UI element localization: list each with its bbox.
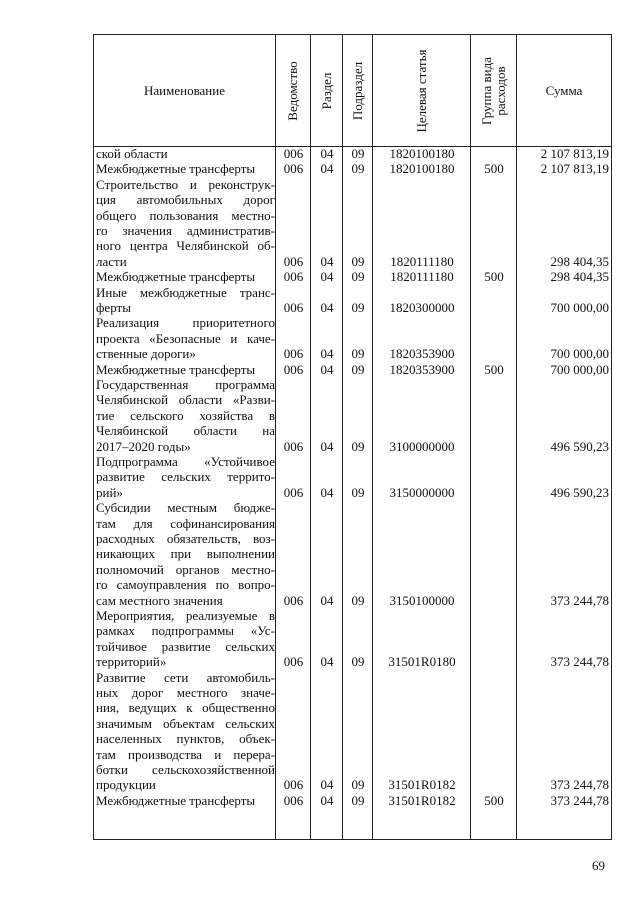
cell-razdel: 04	[320, 777, 334, 793]
row-name-line: ния, ведущих к общественно	[96, 700, 275, 716]
cell-razdel: 04	[320, 592, 334, 608]
cell-razdel: 04	[320, 145, 334, 161]
row-name-line: Субсидии местным бюдже-	[96, 500, 275, 516]
table-row	[94, 285, 613, 316]
row-name-line: там для софинансирования	[96, 515, 275, 531]
cell-celevaya: 31501R0182	[388, 777, 456, 793]
row-name	[96, 285, 275, 316]
row-name	[96, 146, 275, 161]
row-name-line: ской области	[96, 146, 168, 161]
cell-celevaya: 1820100180	[389, 161, 455, 177]
table-row	[94, 500, 613, 608]
row-name-line: расходных обязательств, воз-	[96, 531, 275, 546]
header-podrazdel	[343, 35, 373, 146]
row-name-line: ферты	[96, 300, 131, 315]
row-name-line: Строительство и реконструк-	[96, 176, 275, 192]
cell-ved: 006	[283, 299, 304, 315]
cell-podrazdel: 09	[351, 145, 365, 161]
cell-celevaya: 31501R0180	[388, 654, 456, 670]
row-name-line: проекта «Безопасные и каче-	[96, 330, 275, 346]
cell-gruppa: 500	[484, 361, 504, 377]
cell-summa: 496 590,23	[550, 484, 609, 500]
cell-gruppa: 500	[484, 269, 504, 285]
cell-celevaya: 1820353900	[389, 346, 455, 362]
cell-summa: 700 000,00	[550, 361, 609, 377]
row-name-line: полномочий органов местно-	[96, 561, 275, 577]
row-name	[96, 793, 275, 808]
cell-podrazdel: 09	[351, 792, 365, 808]
cell-razdel: 04	[320, 253, 334, 269]
row-name	[96, 177, 275, 269]
row-name-line: продукции	[96, 777, 156, 793]
row-name-line: Государственная программа	[96, 377, 275, 392]
header-name	[94, 35, 276, 146]
cell-ved: 006	[283, 361, 304, 377]
cell-celevaya: 1820111180	[390, 269, 454, 285]
table-row	[94, 269, 613, 284]
cell-summa: 496 590,23	[550, 438, 609, 454]
cell-summa: 373 244,78	[550, 777, 609, 793]
cell-celevaya: 3150000000	[389, 484, 455, 500]
cell-podrazdel: 09	[351, 361, 365, 377]
table-row	[94, 670, 613, 793]
row-name	[96, 362, 275, 377]
row-name-line: Межбюджетные трансферты	[96, 792, 256, 808]
row-name-line: ласти	[96, 253, 127, 269]
cell-summa: 298 404,35	[550, 269, 609, 285]
header-razdel-label: Раздел	[318, 72, 334, 109]
cell-ved: 006	[283, 346, 304, 362]
row-name-line: го значения административ-	[96, 223, 275, 239]
row-name-line: Иные межбюджетные транс-	[96, 284, 275, 300]
cell-podrazdel: 09	[351, 253, 365, 269]
cell-podrazdel: 09	[351, 654, 365, 670]
row-name	[96, 608, 275, 670]
cell-podrazdel: 09	[351, 777, 365, 793]
row-name-line: населенных пунктов, объек-	[96, 731, 275, 747]
cell-podrazdel: 09	[351, 438, 365, 454]
row-name	[96, 670, 275, 793]
cell-celevaya: 31501R0182	[388, 792, 456, 808]
cell-summa: 2 107 813,19	[540, 161, 609, 177]
table-body	[93, 146, 612, 840]
cell-summa: 373 244,78	[550, 654, 609, 670]
row-name-line: общего пользования местно-	[96, 207, 275, 223]
cell-summa: 373 244,78	[550, 792, 609, 808]
cell-podrazdel: 09	[351, 299, 365, 315]
cell-celevaya: 1820353900	[389, 361, 455, 377]
cell-razdel: 04	[320, 161, 334, 177]
cell-celevaya: 1820111180	[390, 253, 454, 269]
table-row	[94, 146, 613, 161]
cell-celevaya: 1820100180	[389, 145, 455, 161]
table-row	[94, 161, 613, 176]
row-name	[96, 454, 275, 500]
cell-gruppa: 500	[484, 792, 504, 808]
cell-ved: 006	[283, 484, 304, 500]
header-name-label: Наименование	[144, 82, 225, 98]
row-name	[96, 377, 275, 454]
header-ved-label: Ведомство	[285, 60, 300, 121]
row-name-line: Развитие сети автомобиль-	[96, 669, 275, 685]
row-name-line: ного центра Челябинской об-	[96, 238, 275, 254]
cell-podrazdel: 09	[351, 592, 365, 608]
cell-razdel: 04	[320, 361, 334, 377]
row-name-line: рамках подпрограммы «Ус-	[96, 623, 275, 639]
cell-podrazdel: 09	[351, 161, 365, 177]
header-gruppa	[471, 35, 517, 146]
row-name-line: ственные дороги»	[96, 346, 196, 362]
row-name-line: Челябинской области «Разви-	[96, 392, 275, 408]
cell-razdel: 04	[320, 438, 334, 454]
cell-ved: 006	[283, 654, 304, 670]
table-row	[94, 315, 613, 361]
table-row	[94, 454, 613, 500]
cell-summa: 298 404,35	[550, 253, 609, 269]
row-name-line: тие сельского хозяйства в	[96, 407, 275, 423]
header-summa	[517, 35, 611, 146]
table-row	[94, 793, 613, 808]
row-name-line: территорий»	[96, 654, 167, 670]
cell-ved: 006	[283, 438, 304, 454]
cell-podrazdel: 09	[351, 269, 365, 285]
cell-razdel: 04	[320, 654, 334, 670]
header-razdel	[311, 35, 343, 146]
table-header	[93, 34, 612, 147]
row-name	[96, 315, 275, 361]
cell-ved: 006	[283, 253, 304, 269]
cell-ved: 006	[283, 161, 304, 177]
cell-podrazdel: 09	[351, 346, 365, 362]
cell-ved: 006	[283, 592, 304, 608]
cell-celevaya: 3100000000	[389, 438, 455, 454]
row-name-line: там производства и перера-	[96, 746, 275, 762]
table-row	[94, 608, 613, 670]
table-row	[94, 377, 613, 454]
page-number: 69	[592, 858, 605, 873]
header-ved	[276, 35, 311, 146]
row-name-line: значимым объектам сельских	[96, 715, 275, 731]
cell-summa: 700 000,00	[550, 299, 609, 315]
row-name-line: тойчивое развитие сельских	[96, 638, 275, 654]
row-name-line: Мероприятия, реализуемые в	[96, 608, 275, 623]
row-name	[96, 161, 275, 176]
row-name-line: никающих при выполнении	[96, 546, 275, 562]
row-name-line: рий»	[96, 484, 123, 500]
row-name-line: Челябинской области на	[96, 423, 275, 439]
row-name-line: 2017–2020 годы»	[96, 438, 191, 454]
cell-podrazdel: 09	[351, 484, 365, 500]
cell-ved: 006	[283, 269, 304, 285]
cell-ved: 006	[283, 777, 304, 793]
cell-summa: 2 107 813,19	[540, 145, 609, 161]
cell-razdel: 04	[320, 299, 334, 315]
header-celevaya	[373, 35, 471, 146]
row-name-line: го самоуправления по вопро-	[96, 577, 275, 593]
cell-ved: 006	[283, 792, 304, 808]
row-name-line: Подпрограмма «Устойчивое	[96, 454, 275, 469]
cell-razdel: 04	[320, 484, 334, 500]
cell-razdel: 04	[320, 269, 334, 285]
cell-razdel: 04	[320, 346, 334, 362]
header-celevaya-label: Целевая статья	[413, 48, 429, 133]
cell-summa: 700 000,00	[550, 346, 609, 362]
row-name-line: Межбюджетные трансферты	[96, 361, 256, 377]
table-row	[94, 177, 613, 269]
row-name-line: Реализация приоритетного	[96, 315, 275, 331]
row-name	[96, 500, 275, 608]
cell-ved: 006	[283, 145, 304, 161]
header-podrazdel-label: Подраздел	[349, 61, 365, 120]
row-name-line: Межбюджетные трансферты	[96, 269, 256, 285]
table-row	[94, 362, 613, 377]
cell-razdel: 04	[320, 792, 334, 808]
cell-summa: 373 244,78	[550, 592, 609, 608]
row-name-line: сам местного значения	[96, 592, 223, 608]
header-gruppa-label: Группа вида расходов	[478, 56, 508, 125]
row-name	[96, 269, 275, 284]
row-name-line: Межбюджетные трансферты	[96, 161, 256, 177]
row-name-line: ция автомобильных дорог	[96, 192, 275, 208]
row-name-line: ботки сельскохозяйственной	[96, 762, 275, 778]
cell-gruppa: 500	[484, 161, 504, 177]
header-summa-label: Сумма	[545, 82, 583, 98]
cell-celevaya: 3150100000	[389, 592, 455, 608]
cell-celevaya: 1820300000	[389, 299, 455, 315]
row-name-line: ных дорог местного значе-	[96, 685, 275, 700]
row-name-line: развитие сельских террито-	[96, 469, 275, 485]
